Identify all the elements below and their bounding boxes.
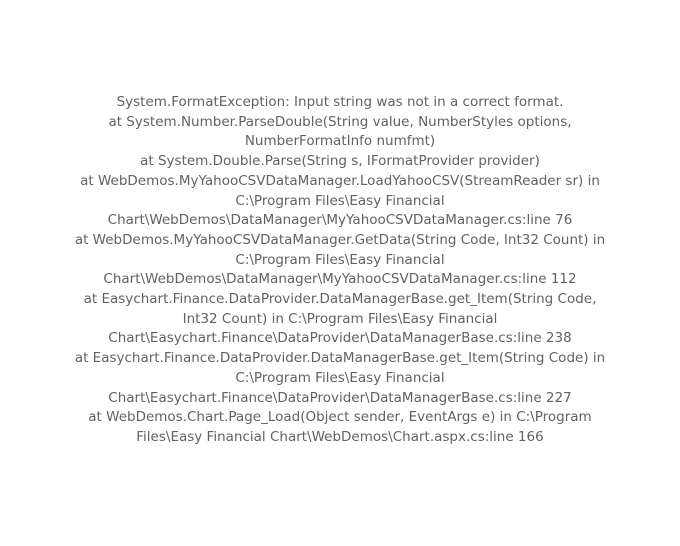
stack-trace-line: at Easychart.Finance.DataProvider.DataManagerBase.get_Item(String Code,: [83, 291, 597, 308]
stack-trace-line: Chart\WebDemos\DataManager\MyYahooCSVDataManager.cs:line 76: [107, 212, 573, 229]
stack-trace-line: Files\Easy Financial Chart\WebDemos\Chart.aspx.cs:line 166: [136, 428, 544, 445]
stack-trace-line: NumberFormatInfo numfmt): [244, 133, 436, 150]
stack-trace-line: Chart\WebDemos\DataManager\MyYahooCSVDataManager.cs:line 112: [103, 271, 577, 288]
stack-trace-line: at WebDemos.MyYahooCSVDataManager.GetData(String Code, Int32 Count) in: [74, 231, 606, 248]
stack-trace-line: Int32 Count) in C:\Program Files\Easy Financial: [182, 310, 498, 327]
stack-trace-line: C:\Program Files\Easy Financial: [235, 192, 445, 209]
stack-trace-line: at System.Number.ParseDouble(String value, NumberStyles options,: [108, 113, 572, 130]
stack-trace-line: at Easychart.Finance.DataProvider.DataManagerBase.get_Item(String Code) in: [74, 350, 606, 367]
stack-trace-line: at System.Double.Parse(String s, IFormatProvider provider): [140, 153, 540, 170]
stack-trace-line: at WebDemos.MyYahooCSVDataManager.LoadYahooCSV(StreamReader sr) in: [80, 172, 600, 189]
stack-trace-line: C:\Program Files\Easy Financial: [235, 369, 445, 386]
stack-trace-line: C:\Program Files\Easy Financial: [235, 251, 445, 268]
stack-trace-line: at WebDemos.Chart.Page_Load(Object sender, EventArgs e) in C:\Program: [88, 409, 592, 426]
stack-trace-line: Chart\Easychart.Finance\DataProvider\DataManagerBase.cs:line 238: [108, 330, 572, 347]
stack-trace-line: System.FormatException: Input string was not in a correct format.: [116, 94, 564, 110]
stack-trace-line: Chart\Easychart.Finance\DataProvider\DataManagerBase.cs:line 227: [108, 389, 572, 406]
